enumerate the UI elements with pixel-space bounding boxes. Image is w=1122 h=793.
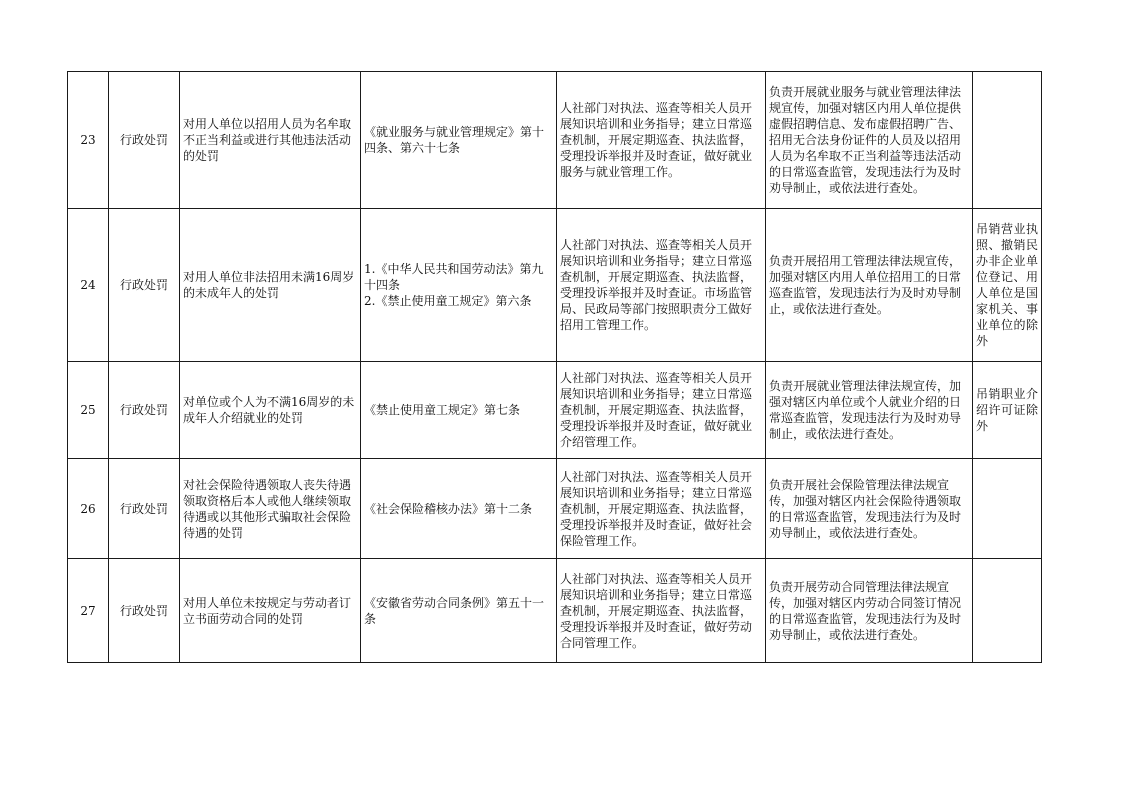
row-number: 25	[68, 362, 109, 459]
table-row	[68, 559, 1042, 663]
matter-category: 行政处罚	[109, 559, 180, 663]
responsibility-table	[67, 71, 1042, 663]
local-duty: 负责开展社会保险管理法律法规宣传，加强对辖区内社会保险待遇领取的日常巡查监管，发现违法行为及时劝导制止，或依法进行查处。	[766, 459, 973, 559]
supervision-duty: 人社部门对执法、巡查等相关人员开展知识培训和业务指导；建立日常巡查机制，开展定期巡查、执法监督，受理投诉举报并及时查证，做好社会保险管理工作。	[557, 459, 766, 559]
matter-category: 行政处罚	[109, 459, 180, 559]
table-row	[68, 72, 1042, 209]
table-row	[68, 362, 1042, 459]
row-number: 26	[68, 459, 109, 559]
legal-basis-line: 《社会保险稽核办法》第十二条	[364, 501, 533, 516]
remark: 吊销职业介绍许可证除外	[973, 362, 1042, 459]
legal-basis	[361, 72, 557, 209]
matter-item: 对用人单位以招用人员为名牟取不正当利益或进行其他违法活动的处罚	[180, 72, 361, 209]
legal-basis	[361, 362, 557, 459]
legal-basis-line: 《禁止使用童工规定》第七条	[364, 403, 521, 417]
supervision-duty: 人社部门对执法、巡查等相关人员开展知识培训和业务指导；建立日常巡查机制，开展定期巡查、执法监督，受理投诉举报并及时查证，做好劳动合同管理工作。	[557, 559, 766, 663]
row-number: 24	[68, 209, 109, 362]
matter-category: 行政处罚	[109, 209, 180, 362]
legal-basis	[361, 559, 557, 663]
legal-basis	[361, 209, 557, 362]
table-row	[68, 209, 1042, 362]
remark	[973, 459, 1042, 559]
supervision-duty: 人社部门对执法、巡查等相关人员开展知识培训和业务指导；建立日常巡查机制，开展定期巡查、执法监督，受理投诉举报并及时查证，做好就业介绍管理工作。	[557, 362, 766, 459]
local-duty: 负责开展招用工管理法律法规宣传，加强对辖区内用人单位招用工的日常巡查监管，发现违法行为及时劝导制止，或依法进行查处。	[766, 209, 973, 362]
legal-basis	[361, 459, 557, 559]
matter-item: 对用人单位非法招用未满16周岁的未成年人的处罚	[180, 209, 361, 362]
legal-basis-line: 《就业服务与就业管理规定》第十四条、第六十七条	[364, 125, 545, 155]
legal-basis-line: 《安徽省劳动合同条例》第五十一条	[364, 595, 545, 626]
matter-category: 行政处罚	[109, 72, 180, 209]
matter-category: 行政处罚	[109, 362, 180, 459]
supervision-duty: 人社部门对执法、巡查等相关人员开展知识培训和业务指导；建立日常巡查机制，开展定期巡查、执法监督，受理投诉举报并及时查证，做好就业服务与就业管理工作。	[557, 72, 766, 209]
matter-item: 对用人单位未按规定与劳动者订立书面劳动合同的处罚	[180, 559, 361, 663]
matter-item: 对社会保险待遇领取人丧失待遇领取资格后本人或他人继续领取待遇或以其他形式骗取社会保险待遇的处罚	[180, 459, 361, 559]
local-duty: 负责开展就业管理法律法规宣传，加强对辖区内单位或个人就业介绍的日常巡查监管，发现违法行为及时劝导制止，或依法进行查处。	[766, 362, 973, 459]
local-duty: 负责开展就业服务与就业管理法律法规宣传，加强对辖区内用人单位提供虚假招聘信息、发布虚假招聘广告、招用无合法身份证件的人员及以招用人员为名牟取不正当利益等违法活动的日常巡查监管，发现违法行为及时劝导制止，或依法进行查处。	[766, 72, 973, 209]
row-number: 27	[68, 559, 109, 663]
remark: 吊销营业执照、撤销民办非企业单位登记、用人单位是国家机关、事业单位的除外	[973, 209, 1042, 362]
table-row	[68, 459, 1042, 559]
local-duty: 负责开展劳动合同管理法律法规宣传，加强对辖区内劳动合同签订情况的日常巡查监管，发现违法行为及时劝导制止，或依法进行查处。	[766, 559, 973, 663]
legal-basis-line: 2.《禁止使用童工规定》第六条	[364, 294, 532, 308]
remark	[973, 559, 1042, 663]
matter-item: 对单位或个人为不满16周岁的未成年人介绍就业的处罚	[180, 362, 361, 459]
row-number: 23	[68, 72, 109, 209]
supervision-duty: 人社部门对执法、巡查等相关人员开展知识培训和业务指导；建立日常巡查机制，开展定期巡查、执法监督，受理投诉举报并及时查证。市场监管局、民政局等部门按照职责分工做好招用工管理工作。	[557, 209, 766, 362]
remark	[973, 72, 1042, 209]
legal-basis-line: 1.《中华人民共和国劳动法》第九十四条	[364, 262, 544, 292]
